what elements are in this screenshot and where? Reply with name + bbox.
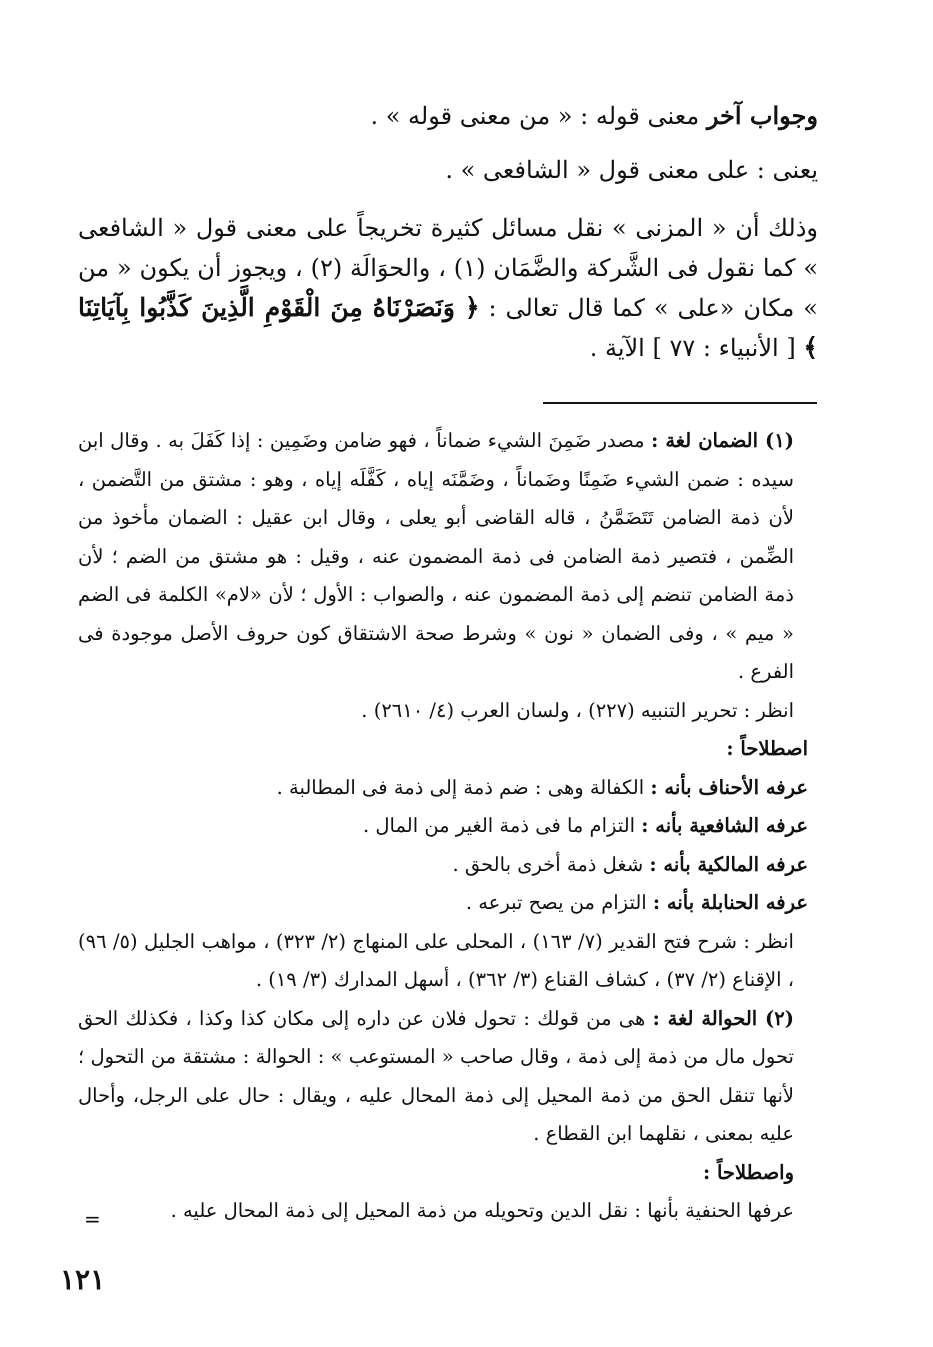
footnote-2 xyxy=(78,1000,818,1154)
footnotes xyxy=(78,422,818,1231)
definition-hanbali xyxy=(78,884,818,923)
page-number: ١٢١ xyxy=(60,1263,106,1296)
footnote-2-heading: (٢) الحوالة لغة : xyxy=(652,1006,794,1030)
definition-hanafi-text: الكفالة وهى : ضم ذمة إلى ذمة فى المطالبة . xyxy=(276,775,651,799)
footnote-separator xyxy=(543,402,817,404)
verse-reference: [ الأنبياء : ٧٧ ] الآية . xyxy=(589,334,804,362)
terminology-heading-2 xyxy=(78,1154,818,1193)
paragraph-3-text: وذلك أن « المزنى » نقل مسائل كثيرة تخريجاً على معنى قول « الشافعى » كما نقول فى الشَّركة والضَّمَان (١) ، والحوَالَة (٢) ، ويجوز أن يكون « من » مكان «على » كما قال تعالى : xyxy=(78,214,819,322)
definition-shafii xyxy=(78,807,818,846)
paragraph-1-text: معنى قوله : « من معنى قوله » . xyxy=(370,102,707,130)
paragraph-2: يعنى : على معنى قول « الشافعى » . xyxy=(445,156,818,184)
footnote-1-text: مصدر ضَمِنَ الشيء ضماناً ، فهو ضامن وضَمِين : إذا كَفَلَ به . وقال ابن سيده : ضمن الشيء ضَمِنًا وضَماناً ، وضَمَّنَه إياه ، كَفَّلَه إياه ، وهو : مشتق من التَّضمن ، لأن ذمة الضامن تَتَضَمَّنُ ، قاله القاضى أبو يعلى ، وقال ابن عقيل : الضمان مأخوذ من الضِّمن ، فتصير ذمة الضامن فى ذمة المضمون عنه ، وقيل : هو مشتق من الضم ؛ لأن ذمة الضامن تنضم إلى ذمة المضمون عنه ، والصواب : الأول ؛ لأن «لام» الكلمة فى الضم « ميم » ، وفى الضمان « نون » وشرط صحة الاشتقاق كون حروف الأصل موجودة فى الفرع . xyxy=(78,429,794,683)
paragraph-1 xyxy=(78,96,818,136)
terminology-label: اصطلاحاً : xyxy=(726,737,808,760)
definition-hanbali-label: عرفه الحنابلة بأنه : xyxy=(652,891,808,914)
terminology-heading xyxy=(78,730,818,769)
quran-verse: ﴿ وَنَصَرْنَاهُ مِنَ الْقَوْمِ الَّذِينَ كَذَّبُوا بِآيَاتِنَا ﴾ xyxy=(78,293,818,362)
continuation-mark: = xyxy=(84,1207,101,1231)
footnote-1-heading: (١) الضمان لغة : xyxy=(651,429,795,452)
alternative-answer-label: وجواب آخر xyxy=(706,101,818,130)
footnote-2-text: هى من قولك : تحول فلان عن داره إلى مكان كذا وكذا ، فكذلك الحق تحول مال من ذمة إلى ذمة ، وقال صاحب « المستوعب » : الحوالة : مشتقة من التحول ؛ لأنها تنقل الحق من ذمة المحيل إلى ذمة المحال عليه ، ويقال : حال على الرجل، وأحال عليه بمعنى ، نقلهما ابن القطاع . xyxy=(78,1006,794,1145)
footnote-1 xyxy=(78,422,818,692)
definition-hanafi xyxy=(78,769,818,808)
definition-maliki-text: شغل ذمة أخرى بالحق . xyxy=(452,852,650,876)
definition-shafii-text: التزام ما فى ذمة الغير من المال . xyxy=(362,814,642,837)
footnote-1-reference-2: انظر : شرح فتح القدير (٧/ ١٦٣) ، المحلى على المنهاج (٢/ ٣٢٣) ، مواهب الجليل (٥/ ٩٦) ، الإقناع (٢/ ٣٧) ، كشاف القناع (٣/ ٣٦٢) ، أسهل المدارك (٣/ ١٩) . xyxy=(78,929,794,991)
paragraph-3 xyxy=(78,208,818,368)
definition-hanbali-text: التزام من يصح تبرعه . xyxy=(465,891,653,914)
terminology-label-2: واصطلاحاً : xyxy=(702,1160,794,1184)
main-text xyxy=(78,96,818,386)
definition-maliki-label: عرفه المالكية بأنه : xyxy=(649,852,808,876)
definition-maliki xyxy=(78,846,818,885)
definition-hawala: عرفها الحنفية بأنها : نقل الدين وتحويله من ذمة المحيل إلى ذمة المحال عليه . xyxy=(170,1199,794,1222)
definition-shafii-label: عرفه الشافعية بأنه : xyxy=(641,814,808,837)
footnote-1-reference: انظر : تحرير التنبيه (٢٢٧) ، ولسان العرب (٤/ ٢٦١٠) . xyxy=(361,698,794,722)
definition-hanafi-label: عرفه الأحناف بأنه : xyxy=(650,775,808,799)
